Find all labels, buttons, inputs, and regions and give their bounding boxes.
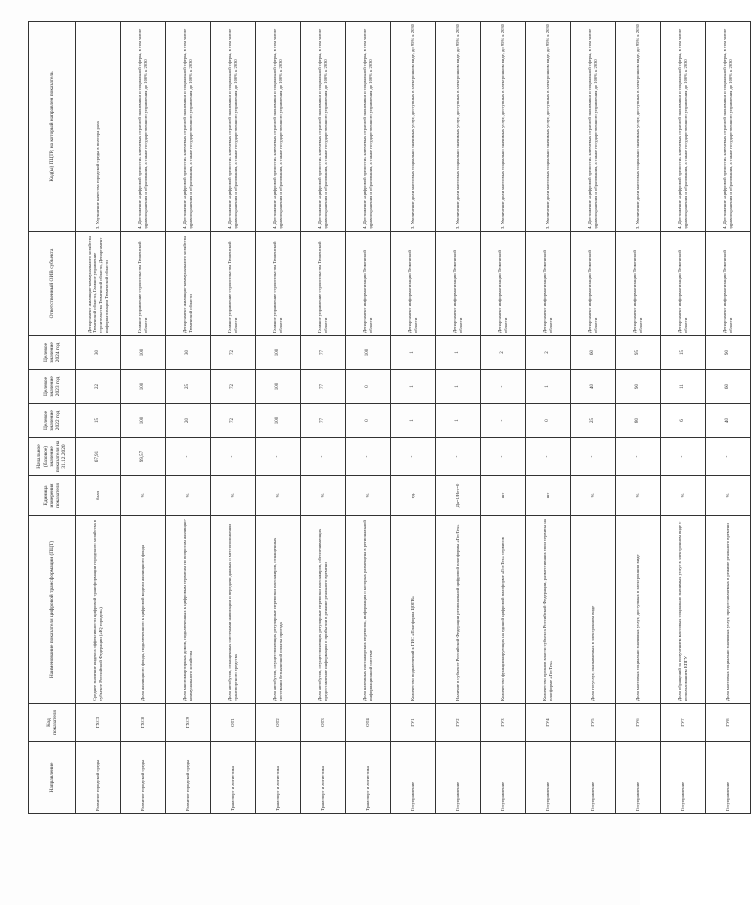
cell-base: - — [301, 438, 346, 476]
header-code: Код показателя — [29, 704, 76, 742]
cell-2022: 25 — [571, 404, 616, 438]
cell-code: ГХС3 — [76, 704, 121, 742]
cell-2022: 0 — [346, 404, 391, 438]
table-row — [166, 22, 211, 814]
cell-base: 67,91 — [76, 438, 121, 476]
header-2023: Целевое значение 2023 год — [29, 370, 76, 404]
cell-oiv: Департамент информатизации Тюменской области — [391, 232, 436, 336]
cell-direction: Транспорт и логистика — [211, 742, 256, 814]
cell-oiv: Департамент информатизации Тюменской области — [616, 232, 661, 336]
cell-pctr: 3. Увеличение доли массовых социально значимых услуг, доступных в электронном виде, до 95% к 2030 — [616, 22, 661, 232]
cell-oiv: Департамент информатизации Тюменской области — [661, 232, 706, 336]
cell-2024: 30 — [76, 336, 121, 370]
cell-base: - — [346, 438, 391, 476]
table-row — [481, 22, 526, 814]
cell-pctr: 4. Достижение «цифровой зрелости» ключевых отраслей экономики и социальной сферы, в том числе здравоохранения и образования, а также государственного управления до 100% к 2030 — [121, 22, 166, 232]
cell-unit: % — [211, 476, 256, 516]
cell-2022: 0 — [526, 404, 571, 438]
cell-2024: 1 — [436, 336, 481, 370]
cell-direction: Транспорт и логистика — [346, 742, 391, 814]
cell-2023: 25 — [166, 370, 211, 404]
cell-code: ГУ6 — [616, 704, 661, 742]
cell-2024: 15 — [661, 336, 706, 370]
cell-2024: 90 — [706, 336, 751, 370]
cell-name: Среднее значение индекса эффективности цифровой трансформации городского хозяйства в субъекте Российской Федерации («IQ городов») — [76, 516, 121, 704]
table-row — [661, 22, 706, 814]
header-name: Наименование показателя цифровой трансформации (ПЦТ) — [29, 516, 76, 704]
cell-2022: 80 — [616, 404, 661, 438]
cell-2023: 100 — [256, 370, 301, 404]
cell-pctr: 4. Достижение «цифровой зрелости» ключевых отраслей экономики и социальной сферы, в том числе здравоохранения и образования, а также государственного управления до 100% к 2030 — [211, 22, 256, 232]
cell-pctr: 3. Увеличение доли массовых социально значимых услуг, доступных в электронном виде, до 95% к 2030 — [391, 22, 436, 232]
cell-2024: 100 — [256, 336, 301, 370]
cell-direction: Транспорт и логистика — [301, 742, 346, 814]
cell-pctr: 4. Достижение «цифровой зрелости» ключевых отраслей экономики и социальной сферы, в том числе здравоохранения и образования, а также государственного управления до 100% к 2030 — [346, 22, 391, 232]
cell-unit: % — [301, 476, 346, 516]
cell-base: - — [256, 438, 301, 476]
cell-name: Доля автобусов, осуществляющих регулярные перевозки пассажиров, обеспечивающих предоставление информации о прибытии в режиме реального времени — [301, 516, 346, 704]
cell-pctr: 4. Достижение «цифровой зрелости» ключевых отраслей экономики и социальной сферы, в том числе здравоохранения и образования, а также государственного управления до 100% к 2030 — [301, 22, 346, 232]
header-2022: Целевое значение 2022 год — [29, 404, 76, 438]
cell-2022: 1 — [436, 404, 481, 438]
cell-code: ГУ2 — [436, 704, 481, 742]
cell-2022: 1 — [391, 404, 436, 438]
table-row — [346, 22, 391, 814]
cell-code: ГУ4 — [526, 704, 571, 742]
table-row — [76, 22, 121, 814]
cell-oiv: Департамент информатизации Тюменской области — [526, 232, 571, 336]
cell-code: ОТ2 — [256, 704, 301, 742]
header-unit: Единица измерения показателя — [29, 476, 76, 516]
cell-pctr: 3. Увеличение доли массовых социально значимых услуг, доступных в электронном виде, до 95% к 2030 — [526, 22, 571, 232]
cell-direction: Госуправление — [436, 742, 481, 814]
header-pctr: Код(ы) ПЦТР, на который направлен показатель — [29, 22, 76, 232]
cell-2024: 100 — [121, 336, 166, 370]
cell-direction: Госуправление — [571, 742, 616, 814]
cell-code: ГУ7 — [661, 704, 706, 742]
cell-unit: шт — [526, 476, 571, 516]
cell-pctr: 4. Достижение «цифровой зрелости» ключевых отраслей экономики и социальной сферы, в том числе здравоохранения и образования, а также государственного управления до 100% к 2030 — [706, 22, 751, 232]
cell-2023: 11 — [661, 370, 706, 404]
cell-oiv: Главное управление строительства Тюменской области — [211, 232, 256, 336]
cell-unit: % — [346, 476, 391, 516]
cell-unit: Да=1/Нет=0 — [436, 476, 481, 516]
cell-direction: Развитие городской среды — [166, 742, 211, 814]
cell-2022: 15 — [76, 404, 121, 438]
cell-2023: 60 — [706, 370, 751, 404]
cell-base: - — [481, 438, 526, 476]
cell-unit: % — [616, 476, 661, 516]
cell-base: - — [391, 438, 436, 476]
cell-pctr: 3. Увеличение доли массовых социально значимых услуг, доступных в электронном виде, до 95% к 2030 — [481, 22, 526, 232]
cell-pctr: 3. Увеличение доли массовых социально значимых услуг, доступных в электронном виде, до 95% к 2030 — [436, 22, 481, 232]
cell-oiv: Главное управление строительства Тюменской области — [301, 232, 346, 336]
cell-direction: Транспорт и логистика — [256, 742, 301, 814]
cell-base: - — [706, 438, 751, 476]
cell-oiv: Департамент жилищно-коммунального хозяйства Тюменской области, Главное управление строительства Тюменской области, Департамент информатизации Тюменской области — [76, 232, 121, 336]
cell-2024: 77 — [301, 336, 346, 370]
cell-2023: 72 — [211, 370, 256, 404]
cell-direction: Развитие городской среды — [121, 742, 166, 814]
cell-name: Количество подключений к ГИС «Платформа ЦОГВ» — [391, 516, 436, 704]
table-row — [391, 22, 436, 814]
cell-base: - — [436, 438, 481, 476]
cell-base: - — [571, 438, 616, 476]
cell-code: ГУ1 — [391, 704, 436, 742]
cell-direction: Госуправление — [661, 742, 706, 814]
cell-2022: 72 — [211, 404, 256, 438]
cell-name: Количество функционирующих на единой цифровой платформе «ГосТех» сервисов — [481, 516, 526, 704]
table-row — [121, 22, 166, 814]
cell-code: ГУ5 — [571, 704, 616, 742]
cell-2022: 100 — [121, 404, 166, 438]
cell-name: Доля массовых социально значимых услуг, предоставляемых в режиме реального времени — [706, 516, 751, 704]
table-row — [301, 22, 346, 814]
cell-direction: Госуправление — [481, 742, 526, 814]
cell-2023: 90 — [616, 370, 661, 404]
cell-direction: Госуправление — [706, 742, 751, 814]
cell-code: ГХС8 — [121, 704, 166, 742]
cell-name: Доля многоквартирных домов, подключенных к цифровым сервисам по вопросам жилищно-коммунального хозяйства — [166, 516, 211, 704]
cell-unit: % — [121, 476, 166, 516]
cell-unit: % — [661, 476, 706, 516]
cell-pctr: 3. Улучшение качества городской среды в полтора раза — [76, 22, 121, 232]
cell-pctr: 4. Достижение «цифровой зрелости» ключевых отраслей экономики и социальной сферы, в том числе здравоохранения и образования, а также государственного управления до 100% к 2030 — [661, 22, 706, 232]
cell-oiv: Главное управление строительства Тюменской области — [256, 232, 301, 336]
cell-unit: балл — [76, 476, 121, 516]
cell-2022: 40 — [706, 404, 751, 438]
table-row — [256, 22, 301, 814]
cell-2024: 30 — [166, 336, 211, 370]
cell-code: ОТ3 — [301, 704, 346, 742]
cell-name: Доля наземных пассажирских перевозок, информация о которых размещена в региональной информационной системе — [346, 516, 391, 704]
header-oiv: Ответственный ОИВ субъекта — [29, 232, 76, 336]
header-direction: Направление — [29, 742, 76, 814]
cell-2024: 100 — [346, 336, 391, 370]
cell-2024: 2 — [481, 336, 526, 370]
cell-2022: 20 — [166, 404, 211, 438]
header-base: Начальное (базовое) значение показателя на 31.12.2020 — [29, 438, 76, 476]
cell-2023: - — [481, 370, 526, 404]
cell-oiv: Департамент информатизации Тюменской области — [436, 232, 481, 336]
cell-oiv: Департамент информатизации Тюменской области — [571, 232, 616, 336]
cell-unit: % — [166, 476, 211, 516]
cell-2024: 72 — [211, 336, 256, 370]
cell-2023: 77 — [301, 370, 346, 404]
cell-2023: 40 — [571, 370, 616, 404]
cell-base: 99,57 — [121, 438, 166, 476]
cell-2023: 1 — [391, 370, 436, 404]
cell-unit: % — [256, 476, 301, 516]
cell-code: ГУ3 — [481, 704, 526, 742]
cell-pctr: 4. Достижение «цифровой зрелости» ключевых отраслей экономики и социальной сферы, в том числе здравоохранения и образования, а также государственного управления до 100% к 2030 — [571, 22, 616, 232]
table-row — [571, 22, 616, 814]
cell-base: - — [661, 438, 706, 476]
cell-direction: Развитие городской среды — [76, 742, 121, 814]
cell-base: - — [166, 438, 211, 476]
table-body — [76, 22, 751, 814]
header-2024: Целевое значение 2024 год — [29, 336, 76, 370]
cell-2024: 1 — [391, 336, 436, 370]
cell-direction: Госуправление — [616, 742, 661, 814]
indicators-table — [28, 21, 751, 814]
cell-direction: Госуправление — [526, 742, 571, 814]
table-row — [211, 22, 256, 814]
cell-oiv: Главное управление строительства Тюменской области — [121, 232, 166, 336]
cell-name: Количество органов власти субъекта Российской Федерации, разместивших свои сервисы на платформе «ГосТех» — [526, 516, 571, 704]
cell-base: - — [211, 438, 256, 476]
cell-2023: 1 — [526, 370, 571, 404]
cell-2023: 100 — [121, 370, 166, 404]
cell-pctr: 4. Достижение «цифровой зрелости» ключевых отраслей экономики и социальной сферы, в том числе здравоохранения и образования, а также государственного управления до 100% к 2030 — [166, 22, 211, 232]
cell-name: Доля госуслуг, оказываемых в электронном виде — [571, 516, 616, 704]
cell-base: - — [526, 438, 571, 476]
cell-oiv: Департамент информатизации Тюменской области — [346, 232, 391, 336]
table-row — [706, 22, 751, 814]
cell-name: Доля автобусов, оснащенных системами навигации и передачи данных о местоположении транспортного средства — [211, 516, 256, 704]
cell-2024: 95 — [616, 336, 661, 370]
cell-code: ГУ8 — [706, 704, 751, 742]
table-header-row — [29, 22, 76, 814]
cell-name: Доля массовых социально значимых услуг, доступных в электронном виде — [616, 516, 661, 704]
rotated-table-sheet — [28, 22, 733, 814]
cell-oiv: Департамент информатизации Тюменской области — [481, 232, 526, 336]
cell-unit: % — [571, 476, 616, 516]
cell-2022: 77 — [301, 404, 346, 438]
cell-name: Доля автобусов, осуществляющих регулярные перевозки пассажиров, оснащенных системами безналичной оплаты проезда — [256, 516, 301, 704]
table-row — [616, 22, 661, 814]
cell-2022: 6 — [661, 404, 706, 438]
cell-name: Доля обращений за получением массовых социально значимых услуг в электронном виде с использованием ЕПГУ — [661, 516, 706, 704]
table-row — [526, 22, 571, 814]
cell-2024: 60 — [571, 336, 616, 370]
table-row — [436, 22, 481, 814]
cell-direction: Госуправление — [391, 742, 436, 814]
cell-2024: 2 — [526, 336, 571, 370]
cell-code: ОТ4 — [346, 704, 391, 742]
cell-code: ОТ1 — [211, 704, 256, 742]
cell-code: ГХС9 — [166, 704, 211, 742]
cell-name: Доля жилищного фонда, подключенного к цифровой модели жилищного фонда — [121, 516, 166, 704]
cell-oiv: Департамент информатизации Тюменской области — [706, 232, 751, 336]
cell-2023: 22 — [76, 370, 121, 404]
cell-unit: шт — [481, 476, 526, 516]
cell-unit: ед. — [391, 476, 436, 516]
cell-2022: - — [481, 404, 526, 438]
cell-pctr: 4. Достижение «цифровой зрелости» ключевых отраслей экономики и социальной сферы, в том числе здравоохранения и образования, а также государственного управления до 100% к 2030 — [256, 22, 301, 232]
cell-2023: 0 — [346, 370, 391, 404]
cell-unit: % — [706, 476, 751, 516]
cell-2022: 100 — [256, 404, 301, 438]
cell-base: - — [616, 438, 661, 476]
cell-name: Наличие в субъекте Российской Федерации региональной цифровой платформы «ГосТех» — [436, 516, 481, 704]
cell-2023: 1 — [436, 370, 481, 404]
cell-oiv: Департамент жилищно-коммунального хозяйства Тюменской области — [166, 232, 211, 336]
